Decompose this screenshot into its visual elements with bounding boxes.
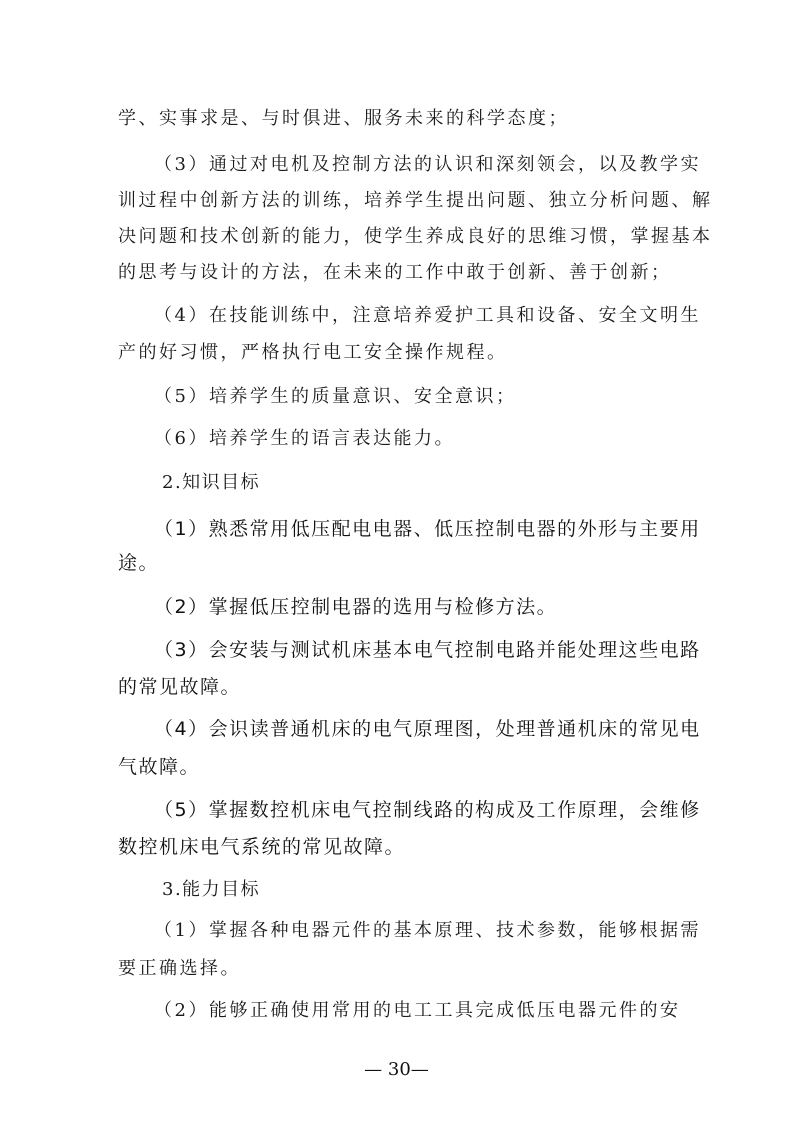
paragraph-line: 决问题和技术创新的能力，使学生养成良好的思维习惯，掌握基本 <box>118 226 713 247</box>
ability-item-line: （2）能够正确使用常用的电工工具完成低压电器元件的安 <box>154 1000 681 1021</box>
knowledge-item-line: 数控机床电气系统的常见故障。 <box>118 836 406 858</box>
paragraph-line: （3）通过对电机及控制方法的认识和深刻领会，以及教学实 <box>154 154 701 175</box>
paragraph-line: 训过程中创新方法的训练，培养学生提出问题、独立分析问题、解 <box>118 190 713 211</box>
knowledge-item-line: （2）掌握低压控制电器的选用与检修方法。 <box>154 596 558 618</box>
knowledge-item-line: （5）掌握数控机床电气控制线路的构成及工作原理，会维修 <box>154 799 701 821</box>
section-heading-knowledge: 2.知识目标 <box>162 472 261 493</box>
ability-item-line: （1）掌握各种电器元件的基本原理、技术参数，能够根据需 <box>154 920 701 941</box>
knowledge-item-line: 途。 <box>118 552 160 574</box>
knowledge-item-line: （3）会安装与测试机床基本电气控制电路并能处理这些电路 <box>154 639 701 661</box>
knowledge-item-line: （1）熟悉常用低压配电电器、低压控制电器的外形与主要用 <box>154 518 701 540</box>
page-number: — 30— <box>364 1059 429 1080</box>
section-heading-ability: 3.能力目标 <box>162 879 261 900</box>
paragraph-line: 学、实事求是、与时俱进、服务未来的科学态度； <box>118 108 569 129</box>
ability-item-line: 要正确选择。 <box>118 958 241 979</box>
paragraph-line: （5）培养学生的质量意识、安全意识； <box>154 386 517 407</box>
knowledge-item-line: 的常见故障。 <box>118 676 242 698</box>
paragraph-line: 产的好习惯，严格执行电工安全操作规程。 <box>118 342 508 363</box>
paragraph-line: （4）在技能训练中，注意培养爱护工具和设备、安全文明生 <box>154 305 701 326</box>
paragraph-line: 的思考与设计的方法，在未来的工作中敢于创新、善于创新； <box>118 262 672 283</box>
paragraph-line: （6）培养学生的语言表达能力。 <box>154 428 455 449</box>
knowledge-item-line: （4）会识读普通机床的电气原理图，处理普通机床的常见电 <box>154 718 701 740</box>
knowledge-item-line: 气故障。 <box>118 756 201 778</box>
